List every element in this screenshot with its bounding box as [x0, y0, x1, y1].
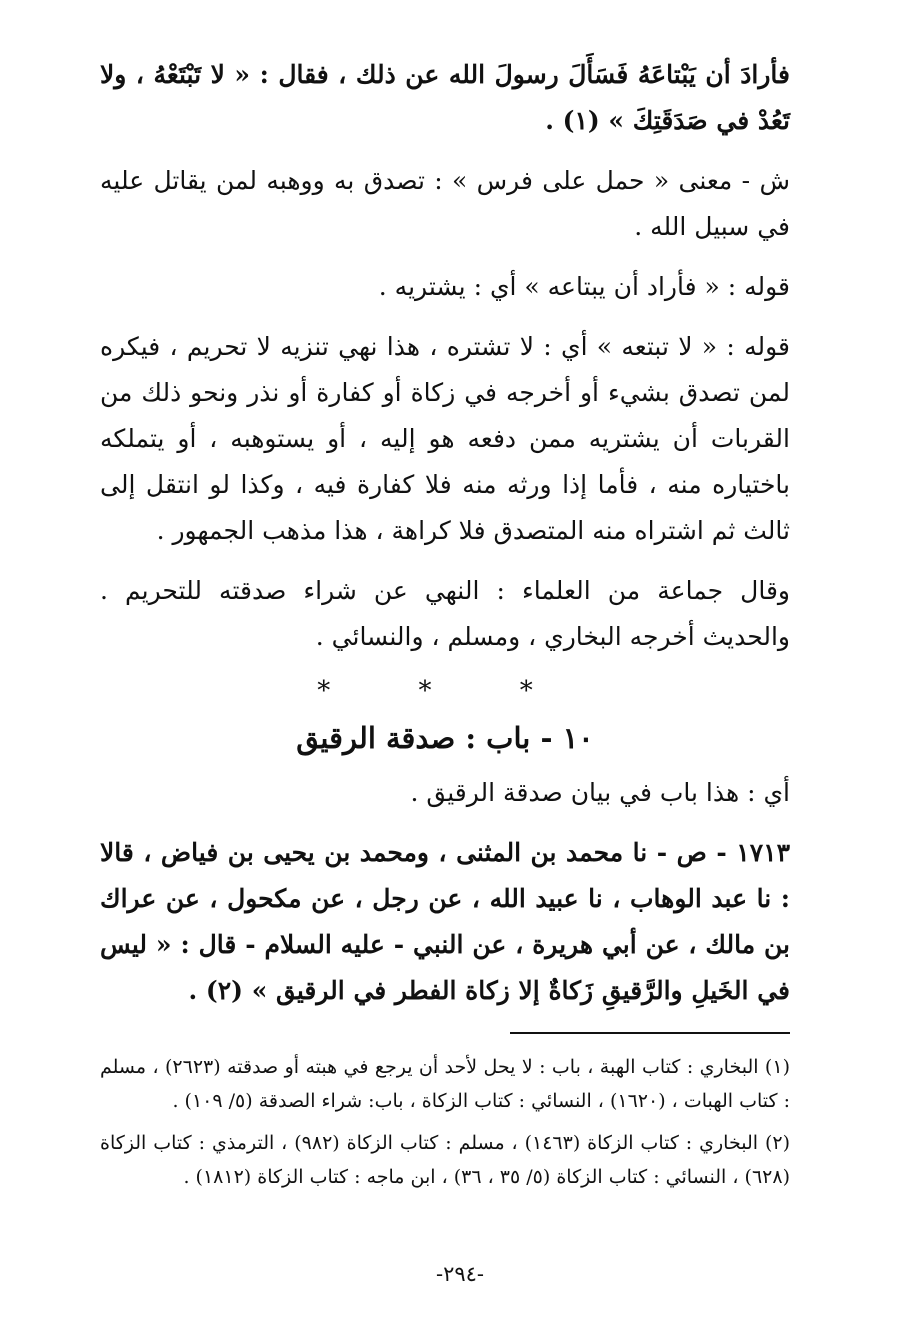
section-separator: * * * [317, 676, 573, 706]
page-number: -٢٩٤- [435, 1262, 485, 1286]
footnote-divider [510, 1032, 790, 1034]
hadith-continuation: فأرادَ أن يَبْتاعَهُ فَسَأَلَ رسولَ الله عن ذلك ، فقال : « لا تَبْتَعْهُ ، ولا تَعُدْ في صَدَقَتِكَ » (١) . [100, 60, 790, 135]
commentary-la-tabtaah: قوله : « لا تبتعه » أي : لا تشتره ، هذا نهي تنزيه لا تحريم ، فيكره لمن تصدق بشيء أو أخرجه في زكاة أو كفارة أو نذر ونحو ذلك من القربات أن يشتريه ممن دفعه هو إليه ، أو يستوهبه ، أو يتملكه باختياره منه ، فأما إذا ورثه منه فلا كفارة فيه ، وكذا لو انتقل إلى ثالث ثم اشتراه منه المتصدق فلا كراهة ، هذا مذهب الجمهور . [100, 332, 790, 545]
commentary-yabtaah: قوله : « فأراد أن يبتاعه » أي : يشتريه . [378, 272, 790, 301]
page-body [100, 52, 790, 1202]
hadith-1713: ١٧١٣ - ص - نا محمد بن المثنى ، ومحمد بن يحيى بن فياض ، قالا : نا عبد الوهاب ، نا عبيد الله ، عن رجل ، عن مكحول ، عن عراك بن مالك ، عن أبي هريرة ، عن النبي - عليه السلام - قال : « ليس في الخَيلِ والرَّقيقِ زَكاةٌ إلا زكاة الفطر في الرقيق » (٢) . [100, 838, 790, 1005]
chapter-heading: ١٠ - باب : صدقة الرقيق [296, 721, 594, 755]
footnote-2: (٢) البخاري : كتاب الزكاة (١٤٦٣) ، مسلم : كتاب الزكاة (٩٨٢) ، الترمذي : كتاب الزكاة (٦٢٨) ، النسائي : كتاب الزكاة (٥/ ٣٥ ، ٣٦) ، ابن ماجه : كتاب الزكاة (١٨١٢) . [100, 1132, 791, 1188]
commentary-scholars: وقال جماعة من العلماء : النهي عن شراء صدقته للتحريم . والحديث أخرجه البخاري ، ومسلم ، والنسائي . [100, 576, 790, 651]
commentary-meaning: ش - معنى « حمل على فرس » : تصدق به ووهبه لمن يقاتل عليه في سبيل الله . [100, 166, 790, 241]
footnote-1: (١) البخاري : كتاب الهبة ، باب : لا يحل لأحد أن يرجع في هبته أو صدقته (٢٦٢٣) ، مسلم : كتاب الهبات ، (١٦٢٠) ، النسائي : كتاب الزكاة ، باب: شراء الصدقة (٥/ ١٠٩) . [100, 1056, 790, 1112]
chapter-intro: أي : هذا باب في بيان صدقة الرقيق . [410, 778, 790, 807]
